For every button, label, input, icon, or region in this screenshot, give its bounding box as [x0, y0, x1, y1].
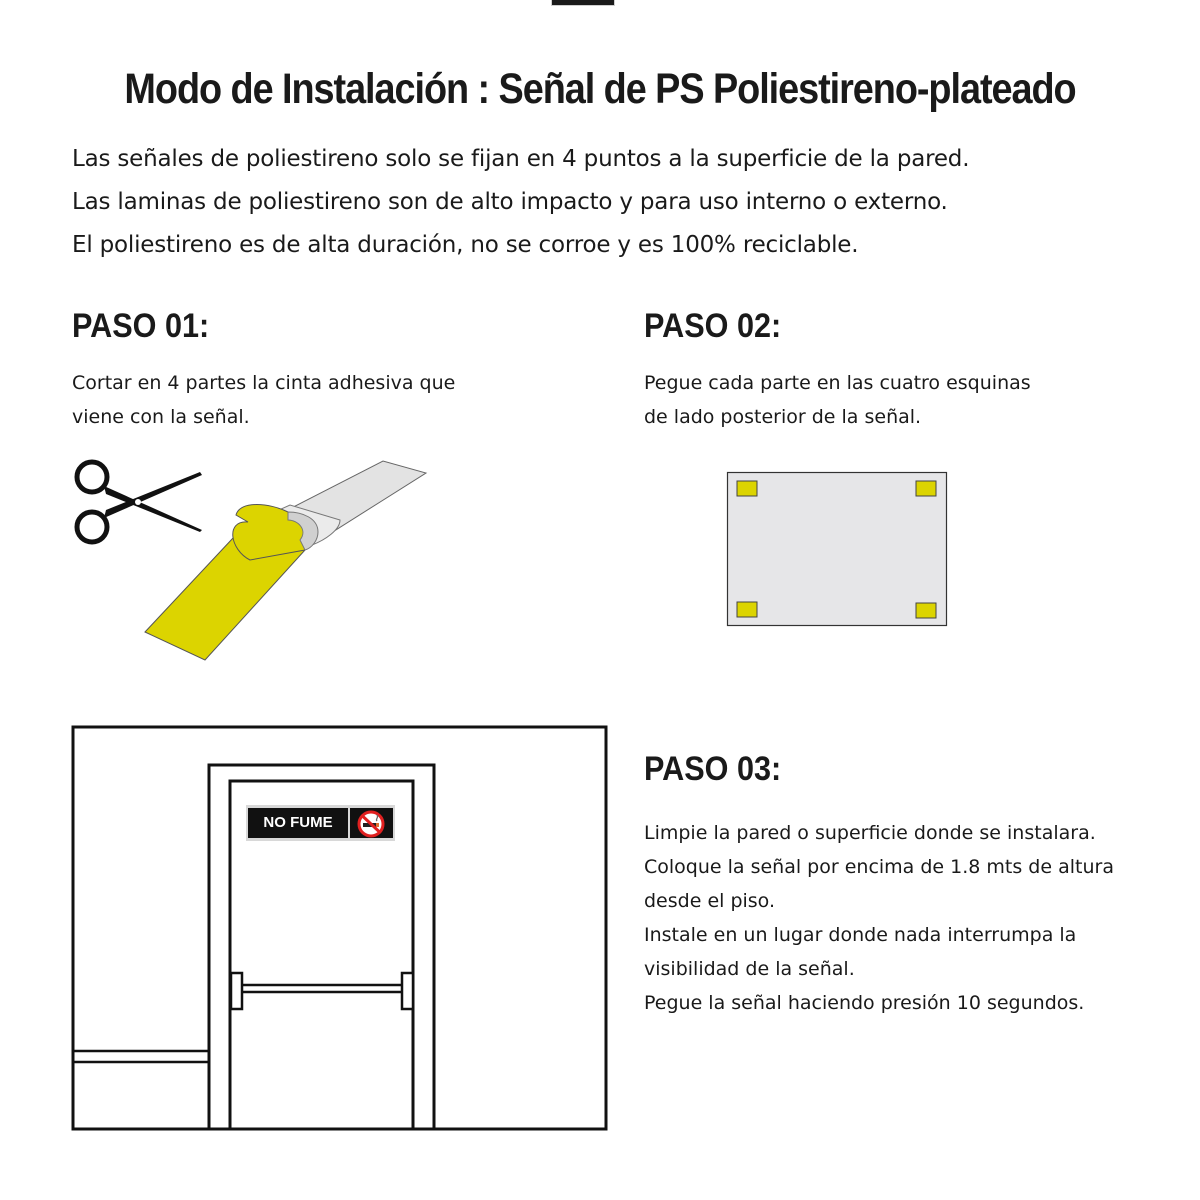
no-fume-sign-label: NO FUME: [263, 814, 333, 831]
intro-line: Las señales de poliestireno solo se fijan en 4 puntos a la superficie de la pared.: [72, 146, 970, 172]
intro-line: El poliestireno es de alta duración, no se corroe y es 100% reciclable.: [72, 232, 859, 258]
no-smoking-icon: [357, 810, 385, 838]
step-03-line: visibilidad de la señal.: [644, 958, 855, 980]
page-title: Modo de Instalación : Señal de PS Poliestireno-plateado: [124, 65, 1076, 113]
step-03-text: [644, 816, 1114, 1020]
step-01-line: viene con la señal.: [72, 406, 250, 428]
intro-line: Las laminas de poliestireno son de alto impacto y para uso interno o externo.: [72, 189, 948, 215]
step-01-heading: PASO 01:: [72, 307, 210, 345]
step-03-line: desde el piso.: [644, 890, 776, 912]
step-03-line: Limpie la pared o superficie donde se instalara.: [644, 822, 1096, 844]
step-03-line: Pegue la señal haciendo presión 10 segundos.: [644, 992, 1085, 1014]
step-03-line: Instale en un lugar donde nada interrumpa la: [644, 924, 1077, 946]
step-02-line: de lado posterior de la señal.: [644, 406, 922, 428]
step-02-line: Pegue cada parte en las cuatro esquinas: [644, 372, 1031, 394]
step-03-heading: PASO 03:: [644, 750, 782, 788]
step-02-heading: PASO 02:: [644, 307, 782, 345]
step-03-line: Coloque la señal por encima de 1.8 mts de altura: [644, 856, 1114, 878]
step-01-line: Cortar en 4 partes la cinta adhesiva que: [72, 372, 456, 394]
